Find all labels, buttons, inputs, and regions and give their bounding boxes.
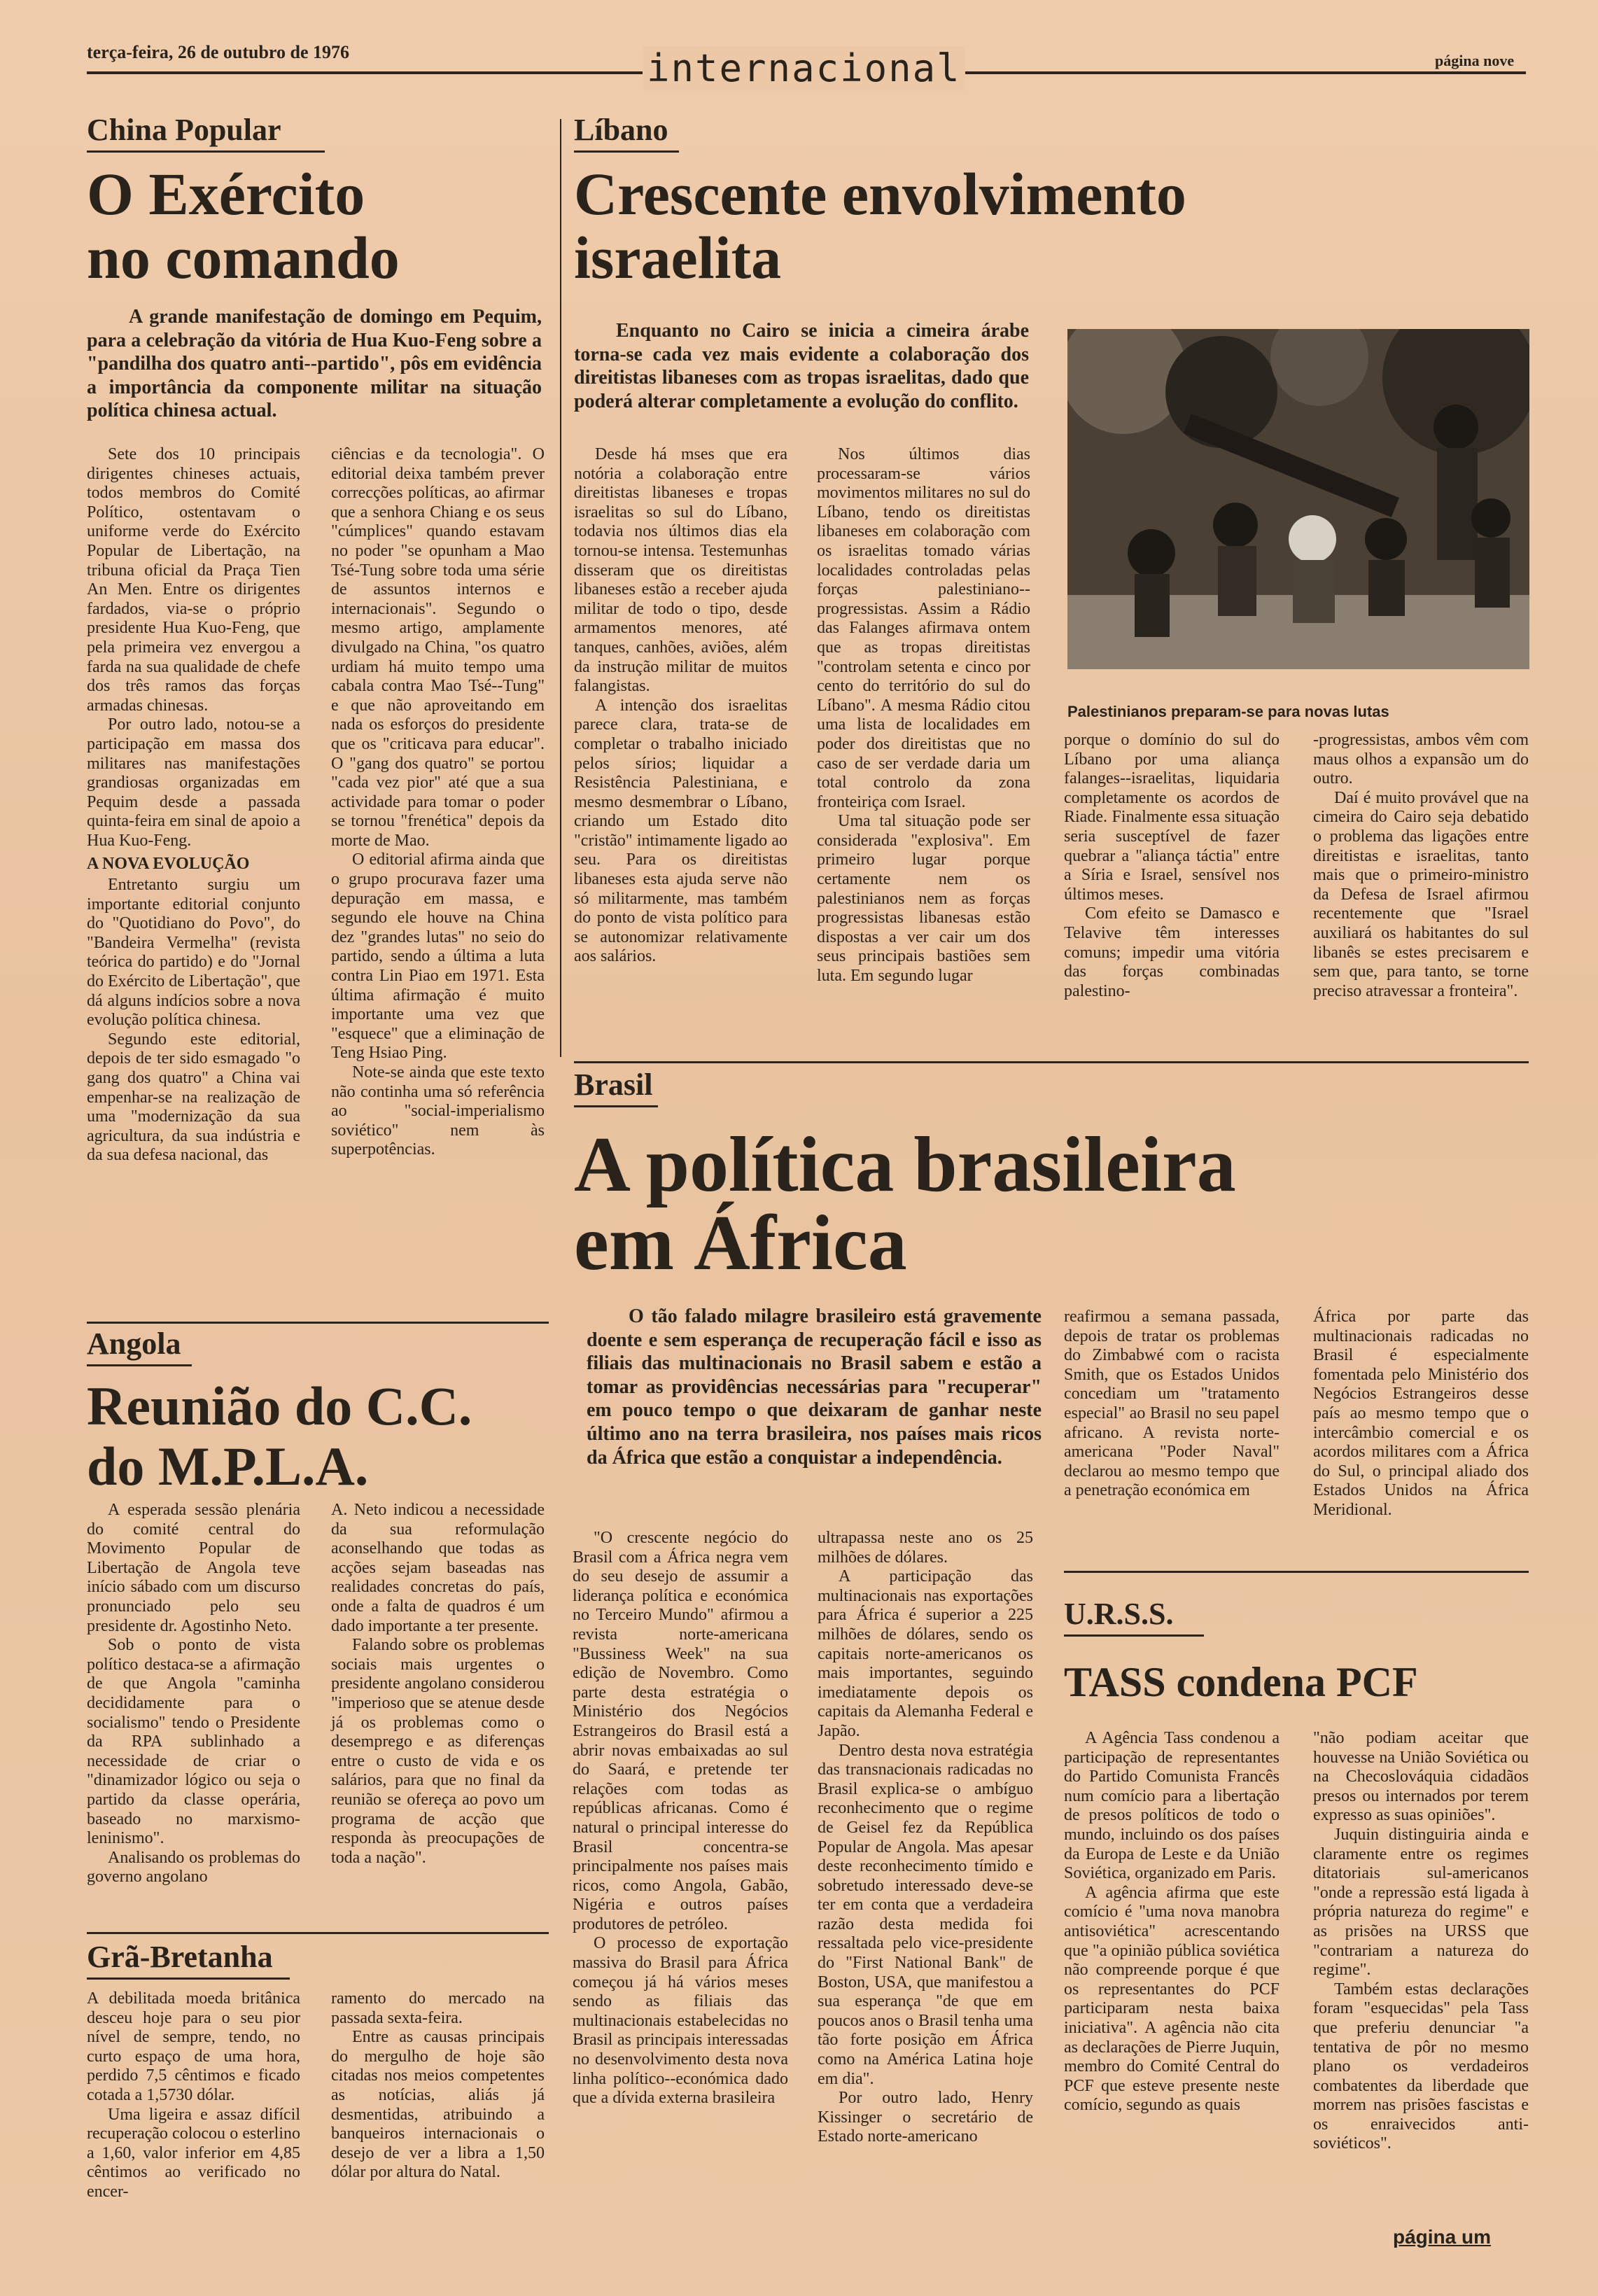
china-lead: A grande manifestação de domingo em Pequim, para a celebração da vitória de Hua Kuo-Feng sobre a "pandilha dos quatro anti--partido", pôs em evidência a importância da componente militar na situação política chinesa actual. [87, 306, 542, 422]
gra-bretanha-column-2 [331, 1989, 545, 2183]
section-rule [87, 1322, 549, 1324]
angola-column-1 [87, 1501, 300, 1887]
paragraph: Juquin distinguiria ainda e claramente entre os regimes ditatoriais sul-americanos "onde a repressão está ligada à própria natureza do regime" e as prisões na URSS que "contrariam a natureza do regime". [1313, 1825, 1529, 1980]
paragraph: Sete dos 10 principais dirigentes chineses actuais, todos membros do Comité Político, ostentavam o uniforme verde do Exército Popular de Libertação, na tribuna oficial da Praça Tien An Men. Entre os dirigentes fardados, via-se o próprio presidente Hua Kuo-Feng, que pela primeira vez envergou a farda na sua qualidade de chefe dos três ramos das forças armadas chinesas. [87, 445, 300, 715]
paragraph: Por outro lado, notou-se a participação em massa dos militares nas manifestações grandiosas organizadas em Pequim desde a passada quinta-feira em sinal de apoio a Hua Kuo-Feng. [87, 715, 300, 850]
paragraph: Note-se ainda que este texto não continha uma só referência ao "social-imperialismo soviético" nem às superpotências. [331, 1063, 545, 1159]
china-column-1 [87, 445, 300, 1166]
next-page-link: página um [1393, 2226, 1492, 2248]
masthead-date: terça-feira, 26 de outubro de 1976 [87, 42, 350, 62]
section-title: internacional [643, 46, 965, 90]
paragraph: A. Neto indicou a necessidade da sua reformulação aconselhando que todas as acções sejam baseadas nas realidades concretas do país, onde a falta de quadros é um dado importante a ter presente. [331, 1501, 545, 1635]
libano-column-1 [574, 445, 787, 967]
paragraph: O processo de exportação massiva do Brasil para África começou já há vários meses sendo as filiais das multinacionais estabelecidas no Brasil as principais interessadas no desenvolvimento desta nova linha político--económica dado que a dívida externa brasileira [573, 1934, 788, 2108]
gra-bretanha-column-1 [87, 1989, 300, 2202]
urss-column-1 [1064, 1729, 1280, 2115]
libano-column-4 [1313, 731, 1529, 1001]
paragraph: -progressistas, ambos vêm com maus olhos a expansão um do outro. [1313, 731, 1529, 788]
paragraph: ramento do mercado na passada sexta-feira. [331, 1989, 545, 2027]
paragraph: Daí é muito provável que na cimeira do Cairo seja debatido o problema das ligações entre direitistas e israelitas, tanto mais que o primeiro-ministro da Defesa de Israel afirmou recentemente que "Israel auxiliará os habitantes do sul libanês se estes precisarem e sem que, para tanto, se torne preciso atravessar a fronteira". [1313, 788, 1529, 1000]
paragraph: A Agência Tass condenou a participação de representantes do Partido Comunista Francês num comício para a libertação de presos políticos de todo o mundo, incluindo os dos países da Europa de Leste e da União Soviética, organizado em Paris. [1064, 1729, 1280, 1883]
paragraph: "O crescente negócio do Brasil com a África negra vem do seu desejo de assumir a liderança política e económica no Terceiro Mundo" afirmou a revista norte-americana "Bussiness Week" na sua edição de Novembro. Como parte desta estratégia o Ministério dos Negócios Estrangeiros do Brasil está a abrir novas embaixadas ao sul do Saará, e pretende ter relações com todas as repúblicas africanas. Como é natural o principal interesse do Brasil concentra-se principalmente nos países mais ricos, como Angola, Gabão, Nigéria e outros países produtores de petróleo. [573, 1529, 788, 1933]
china-column-2 [331, 445, 545, 1160]
section-rule [574, 1061, 1529, 1063]
paragraph: ciências e da tecnologia". O editorial deixa também prever correcções políticas, ao afirmar que a senhora Chiang e os seus "cúmplices" quando estavam no poder "se opunham a Mao Tsé-Tung sobre toda uma série de assuntos internos e internacionais". Segundo o mesmo artigo, amplamente divulgado na China, "os quatro urdiam há muito tempo uma cabala contra Mao Tsé--Tung" e que não aproveitando em nada os esforços do presidente que os "criticava para educar". O "gang dos quatro" se portou "cada vez pior" até que a sua actividade para tomar o poder se tornou "frenética" depois da morte de Mao. [331, 445, 545, 850]
brasil-headline-line2: em África [574, 1200, 907, 1287]
china-headline-line1: O Exército [87, 160, 365, 227]
page-number: página nove [1435, 52, 1515, 69]
paragraph: Também estas declarações foram "esquecidas" pela Tass que preferiu denunciar "a tentativa de pôr no mesmo plano os verdadeiros combatentes da liberdade que morrem nas prisões fascistas e os enraivecidos anti-soviéticos". [1313, 1980, 1529, 2153]
paragraph: Entretanto surgiu um importante editorial conjunto do "Quotidiano do Povo", do "Bandeira Vermelha" (revista teórica do partido) e do "Jornal do Exército de Libertação", que dá alguns indícios sobre a nova evolução política chinesa. [87, 876, 300, 1030]
libano-headline [574, 162, 1484, 290]
paragraph: reafirmou a semana passada, depois de tratar os problemas do Zimbabwé com o racista Smith, que os Estados Unidos concediam um "tratamento especial" ao Brasil no seu papel africano. A revista norte-americana "Poder Naval" declarou ao mesmo tempo que a penetração económica em [1064, 1308, 1280, 1500]
libano-kicker: Líbano [574, 112, 679, 153]
palestinian-fighters-photo [1067, 329, 1529, 669]
brasil-column-1 [573, 1529, 788, 2108]
section-rule [1064, 1571, 1529, 1573]
urss-column-2 [1313, 1729, 1529, 2154]
paragraph: Uma tal situação pode ser considerada "explosiva". Em primeiro lugar porque certamente nem os palestinianos nem as forças progressistas libanesas estão dispostas a ver cair um dos seus principais bastiões sem luta. Em segundo lugar [817, 812, 1030, 986]
china-subhead: A NOVA EVOLUÇÃO [87, 855, 250, 874]
brasil-headline-line1: A política brasileira [574, 1121, 1236, 1208]
libano-headline-line2: israelita [574, 224, 782, 292]
brasil-top-column-4 [1313, 1308, 1529, 1520]
libano-headline-line1: Crescente envolvimento [574, 160, 1186, 227]
china-headline-line2: no comando [87, 224, 400, 292]
paragraph: Nos últimos dias processaram-se vários movimentos militares no sul do Líbano, tendo os direitistas libaneses em colaboração com os israelitas tomado várias localidades controladas pelas forças palestiniano--progressistas. Assim a Rádio das Falanges afirmava ontem que as tropas direitistas "controlam setenta e cinco por cento do território do sul do Líbano". A mesma Rádio citou uma lista de localidades em poder dos direitistas que no caso de ser verdade daria um total controlo da zona fronteiriça com Israel. [817, 445, 1030, 811]
paragraph: Falando sobre os problemas sociais mais urgentes o presidente angolano considerou "imperioso que se atenue desde já os problemas como o desemprego e as diferenças entre o custo de vida e os salários, para que no final da reunião se ofereça ao povo um programa de acção que responda às preocupações de toda a nação". [331, 1636, 545, 1867]
paragraph: Dentro desta nova estratégia das transnacionais radicadas no Brasil explica-se o ambíguo reconhecimento que o regime de Geisel fez da República Popular de Angola. Mas apesar deste reconhecimento tímido e sobretudo interessado deve-se ter em conta que a verdadeira razão desta medida foi ressaltada pelo vice-presidente do "First National Bank" de Boston, USA, que manifestou a sua esperança "de que em poucos anos o Brasil tenha uma tão forte posição em África como na América Latina hoje em dia". [818, 1741, 1033, 2088]
brasil-column-2 [818, 1529, 1033, 2147]
photo-caption: Palestinianos preparam-se para novas lutas [1067, 703, 1389, 720]
paragraph: Entre as causas principais do mergulho de hoje são citadas nos meios competentes as notícias, aliás já desmentidas, atribuindo a banqueiros internacionais o desejo de ver a libra a 1,50 dólar por altura do Natal. [331, 2028, 545, 2182]
urss-kicker: U.R.S.S. [1064, 1596, 1204, 1637]
paragraph: Uma ligeira e assaz difícil recuperação colocou o esterlino a 1,60, valor inferior em 4,85 cêntimos ao verificado no encer- [87, 2105, 300, 2201]
brasil-kicker: Brasil [574, 1067, 658, 1107]
gra-bretanha-kicker: Grã-Bretanha [87, 1939, 290, 1980]
paragraph: A participação das multinacionais nas exportações para África é superior a 225 milhões de dólares, sendo os capitais norte-americanos os mais importantes, seguindo imediatamente depois os capitais da Alemanha Federal e Japão. [818, 1567, 1033, 1740]
angola-headline-line1: Reunião do C.C. [87, 1376, 472, 1436]
angola-kicker: Angola [87, 1326, 192, 1366]
paragraph: porque o domínio do sul do Líbano por uma aliança falanges--israelitas, liquidaria completamente os acordos de Riade. Finalmente essa situação seria susceptível de fazer quebrar a "aliança táctia" entre a Síria e Israel, sensível nos últimos meses. [1064, 731, 1280, 904]
brasil-lead: O tão falado milagre brasileiro está gravemente doente e sem esperança de recuperação fácil e isso as filiais das multinacionais no Brasil sabem e estão a tomar as providências necessárias para "recuperar" em pouco tempo o que deixaram de ganhar neste último ano na terra brasileira, nos países mais ricos da África que estão a conquistar a independência. [587, 1306, 1042, 1469]
paragraph: A intenção dos israelitas parece clara, trata-se de completar o trabalho iniciado pelos sírios; liquidar a Resistência Palestiniana, e mesmo desmembrar o Líbano, criando um Estado dito "cristão" intimamente ligado ao seu. Para os direitistas libaneses esta ajuda serve não só militarmente, mas também do ponto de vista político para se autonomizar relativamente aos salários. [574, 696, 787, 966]
paragraph: "não podiam aceitar que houvesse na União Soviética ou na Checoslováquia cidadãos presos ou internados por terem expresso as suas opiniões". [1313, 1729, 1529, 1825]
libano-lead: Enquanto no Cairo se inicia a cimeira árabe torna-se cada vez mais evidente a colaboração dos direitistas libaneses com as tropas israelitas, dado que poderá alterar completamente a evolução do conflito. [574, 320, 1029, 412]
angola-headline-line2: do M.P.L.A. [87, 1435, 369, 1497]
paragraph: O editorial afirma ainda que o grupo procurava fazer uma depuração em massa, e segundo ele houve na China dez "grandes lutas" no seio do partido, sendo a última a luta contra Lin Piao em 1971. Esta última afirmação é muito importante uma vez que "esquece" que a eliminação de Teng Hsiao Ping. [331, 850, 545, 1063]
urss-headline: TASS condena PCF [1064, 1659, 1418, 1705]
paragraph: A esperada sessão plenária do comité central do Movimento Popular de Libertação de Angola teve início sábado com um discurso pronunciado pelo seu presidente dr. Agostinho Neto. [87, 1501, 300, 1635]
brasil-top-column-3 [1064, 1308, 1280, 1501]
angola-headline [87, 1376, 563, 1497]
paragraph: A agência afirma que este comício é "uma nova manobra antisoviética" acrescentando que "a opinião pública soviética não compreende porque é que os representantes do PCF participaram nesta baixa iniciativa". A agência não cita as declarações de Pierre Juquin, membro do Comité Central do PCF que esteve presente neste comício, segundo as quais [1064, 1883, 1280, 2115]
brasil-headline [574, 1121, 1554, 1287]
paragraph: Analisando os problemas do governo angolano [87, 1848, 300, 1886]
paragraph: Por outro lado, Henry Kissinger o secretário de Estado norte-americano [818, 2089, 1033, 2146]
angola-column-2 [331, 1501, 545, 1868]
photo-image [1067, 329, 1529, 669]
libano-column-3 [1064, 731, 1280, 1001]
column-divider [560, 119, 561, 1057]
china-headline [87, 162, 549, 290]
libano-column-2 [817, 445, 1030, 986]
paragraph: África por parte das multinacionais radicadas no Brasil é especialmente fomentada pelo Ministério dos Negócios Estrangeiros desse país ao mesmo tempo que o intercâmbio comercial e os acordos militares com a África do Sul, o principal aliado dos Estados Unidos na África Meridional. [1313, 1308, 1529, 1519]
paragraph: ultrapassa neste ano os 25 milhões de dólares. [818, 1529, 1033, 1567]
paragraph: A debilitada moeda britânica desceu hoje para o seu pior nível de sempre, tendo, no curto espaço de uma hora, perdido 7,5 cêntimos e ficado cotada a 1,5730 dólar. [87, 1989, 300, 2104]
paragraph: Segundo este editorial, depois de ter sido esmagado "o gang dos quatro" a China vai empenhar-se na realização de uma "modernização da sua agricultura, da sua indústria e da sua defesa nacional, das [87, 1030, 300, 1165]
section-rule [87, 1932, 549, 1934]
paragraph: Desde há mses que era notória a colaboração entre direitistas libaneses e tropas israelitas so sul do Líbano, todavia nos últimos dias ela tornou-se intensa. Testemunhas disseram que os direitistas libaneses estão a receber ajuda militar de todo o tipo, desde armamentos menores, até tanques, canhões, aviões, além da instrução militar de muitos falangistas. [574, 445, 787, 696]
paragraph: Com efeito se Damasco e Telavive têm interesses comuns; impedir uma vitória das forças combinadas palestino- [1064, 904, 1280, 1000]
paragraph: Sob o ponto de vista político destaca-se a afirmação de que Angola "caminha decididamente para o socialismo" tendo o Presidente da RPA sublinhado a necessidade de criar o "dinamizador lógico ou seja o partido da classe operária, baseado no marxismo-leninismo". [87, 1636, 300, 1848]
china-kicker: China Popular [87, 112, 325, 153]
